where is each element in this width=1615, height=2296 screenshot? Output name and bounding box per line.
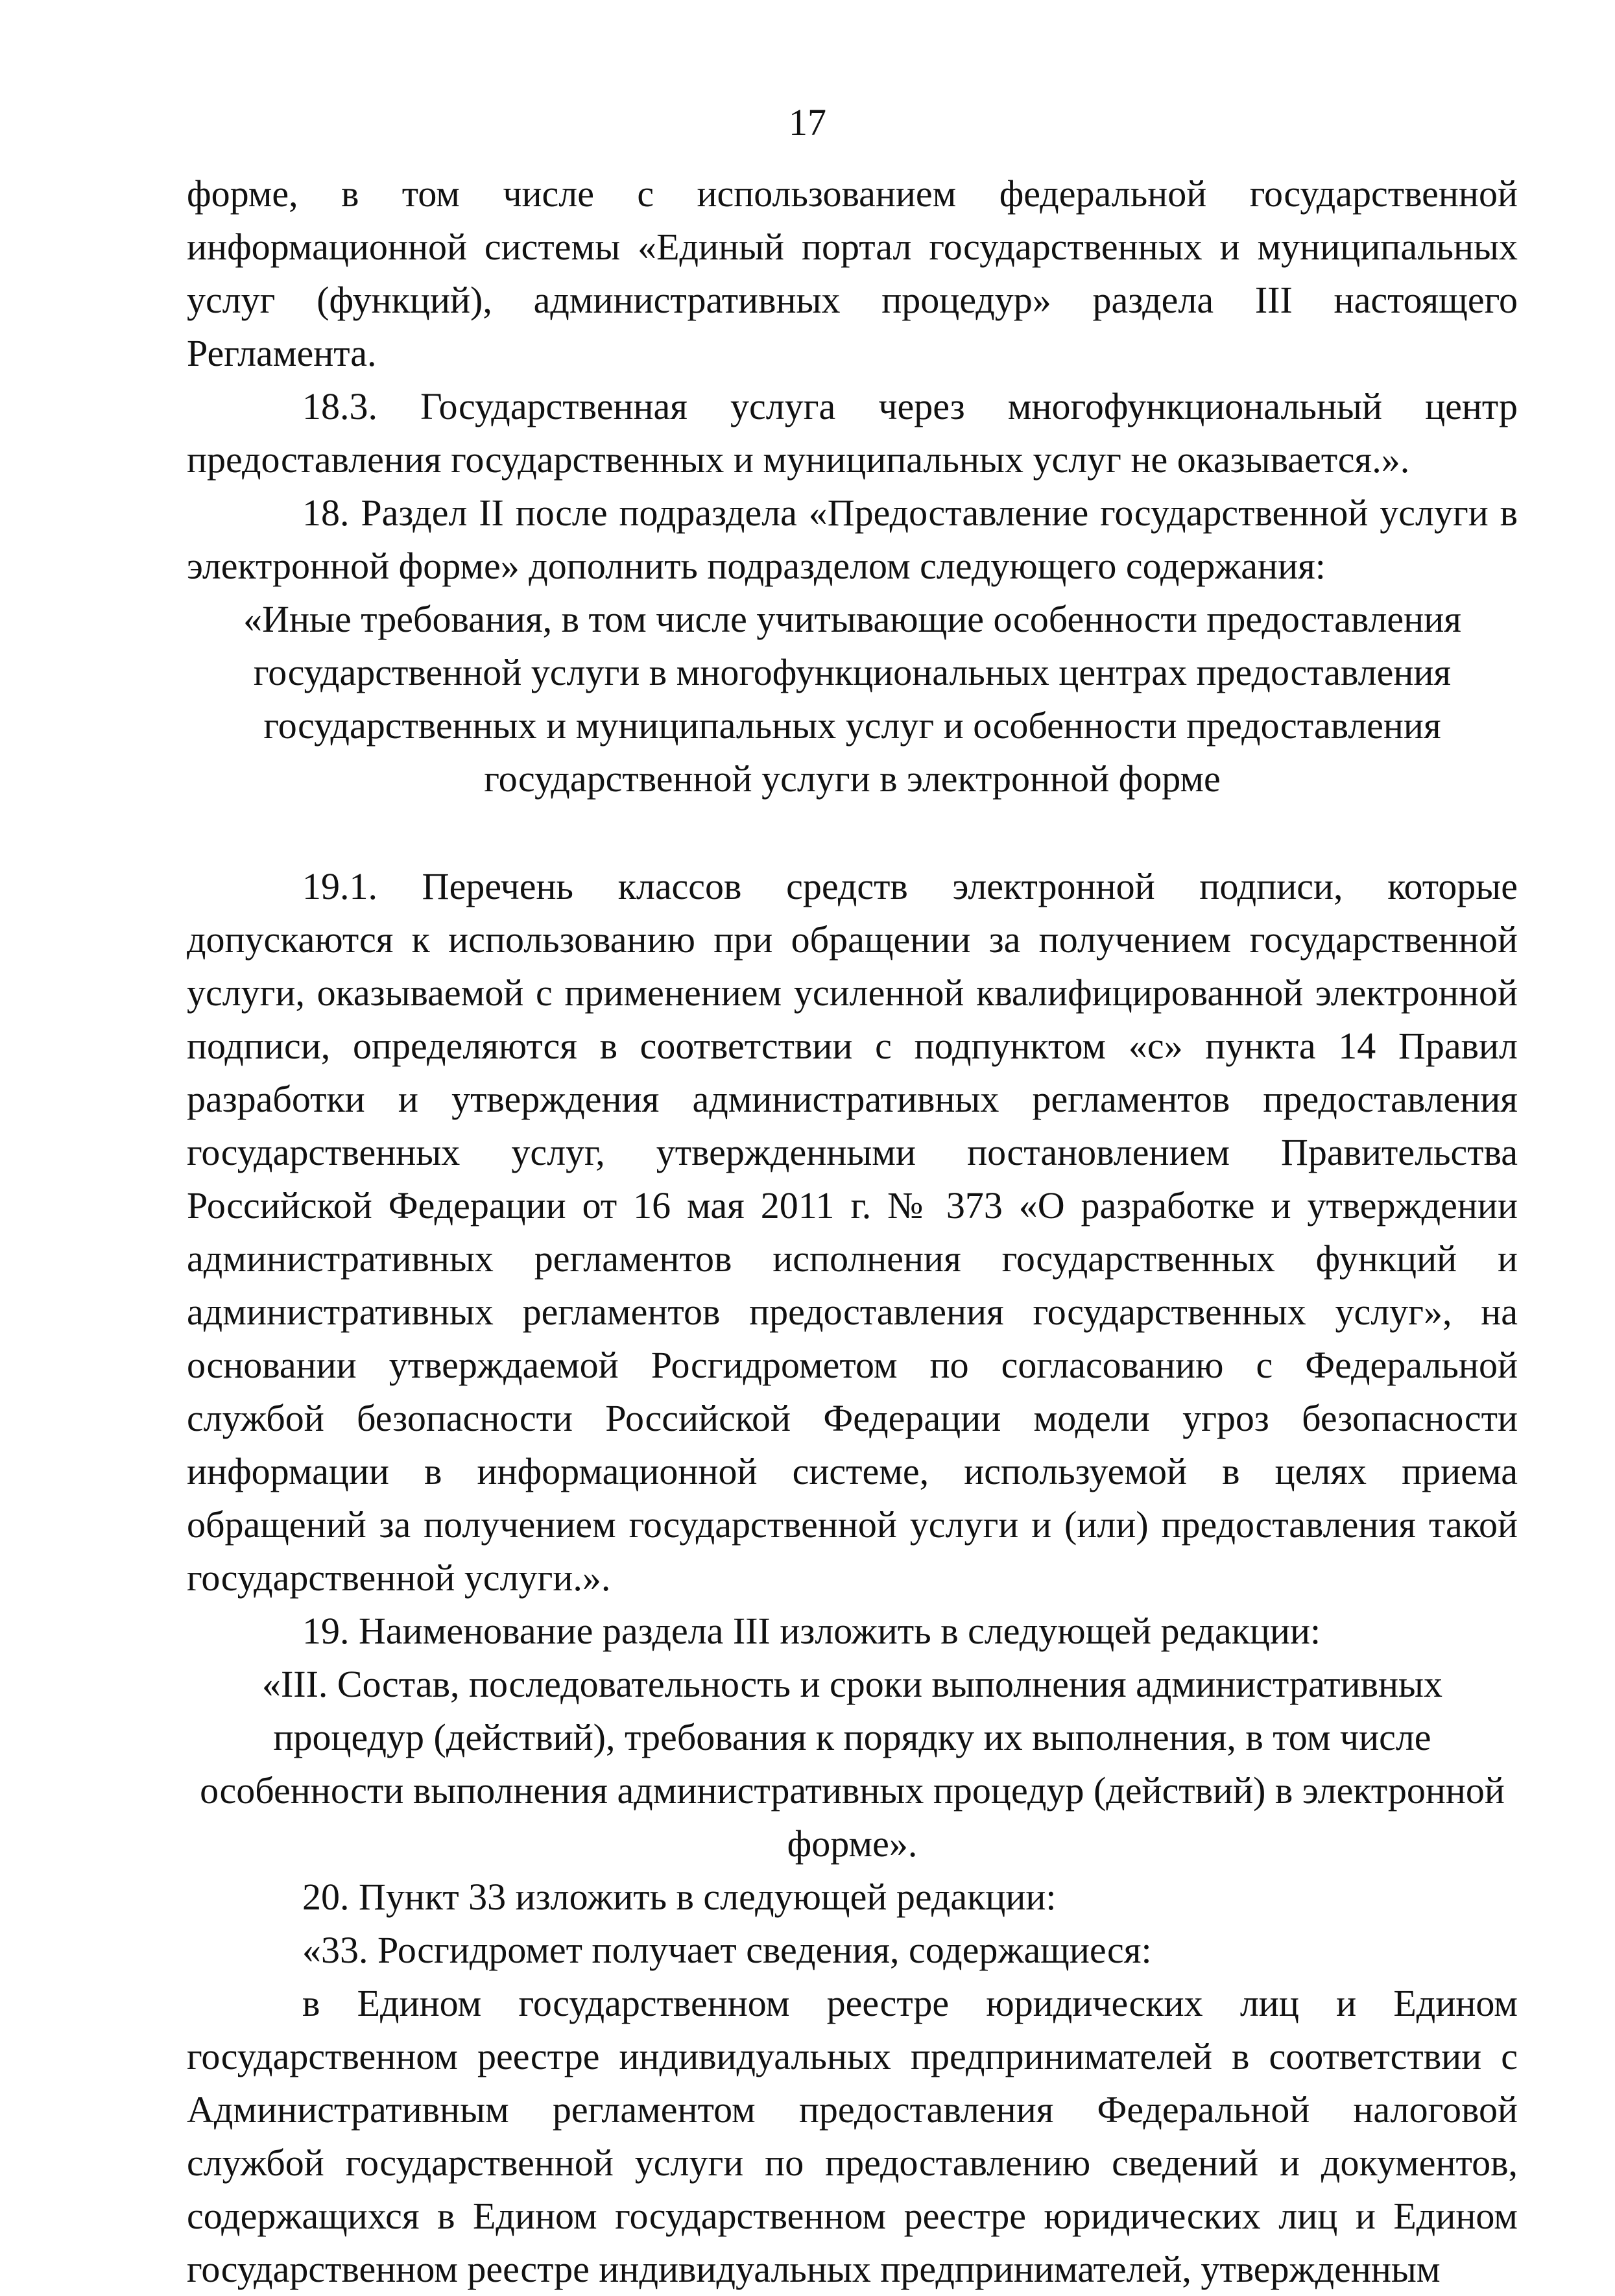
- paragraph-19: 19. Наименование раздела III изложить в следующей редакции:: [302, 1610, 1321, 1652]
- paragraph-33: «33. Росгидромет получает сведения, содержащиеся:: [302, 1929, 1152, 1971]
- section-iii-heading: «III. Состав, последовательность и сроки выполнения административных процедур (действий), требования к порядку их выполнения, в том числе особенности выполнения административных процедур (действий) в электронной форме».: [200, 1663, 1505, 1865]
- page-number: 17: [789, 101, 826, 143]
- subsection-heading: «Иные требования, в том числе учитывающие особенности предоставления государственной услуги в многофункциональных центрах предоставления государственных и муниципальных услуг и особенности предоставления государственной услуги в электронной форме: [243, 598, 1461, 800]
- paragraph-19-1: 19.1. Перечень классов средств электронной подписи, которые допускаются к использованию при обращении за получением государственной услуги, оказываемой с применением усиленной квалифицированной электронной подписи, определяются в соответствии с подпунктом «с» пункта 14 Правил разработки и утверждения административных регламентов предоставления государственных услуг, утвержденными постановлением Правительства Российской Федерации от 16 мая 2011 г. № 373 «О разработке и утверждении административных регламентов исполнения государственных функций и административных регламентов предоставления государственных услуг», на основании утверждаемой Росгидрометом по согласованию с Федеральной службой безопасности Российской Федерации модели угроз безопасности информации в информационной системе, используемой в целях приема обращений за получением государственной услуги и (или) предоставления такой государственной услуги.».: [187, 865, 1518, 1599]
- paragraph-continuation: форме, в том числе с использованием федеральной государственной информационной системы «Единый портал государственных и муниципальных услуг (функций), административных процедур» раздела III настоящего Регламента.: [187, 173, 1518, 374]
- paragraph-20: 20. Пункт 33 изложить в следующей редакции:: [302, 1876, 1057, 1918]
- document-body: [187, 167, 1518, 2296]
- paragraph-18: 18. Раздел II после подраздела «Предоставление государственной услуги в электронной форме» дополнить подразделом следующего содержания:: [187, 492, 1518, 587]
- paragraph-18-3: 18.3. Государственная услуга через многофункциональный центр предоставления государственных и муниципальных услуг не оказывается.».: [187, 385, 1518, 481]
- paragraph-33-egrul: в Едином государственном реестре юридических лиц и Едином государственном реестре индивидуальных предпринимателей в соответствии с Административным регламентом предоставления Федеральной налоговой службой государственной услуги по предоставлению сведений и документов, содержащихся в Едином государственном реестре юридических лиц и Едином государственном реестре индивидуальных предпринимателей, утвержденным: [187, 1982, 1518, 2290]
